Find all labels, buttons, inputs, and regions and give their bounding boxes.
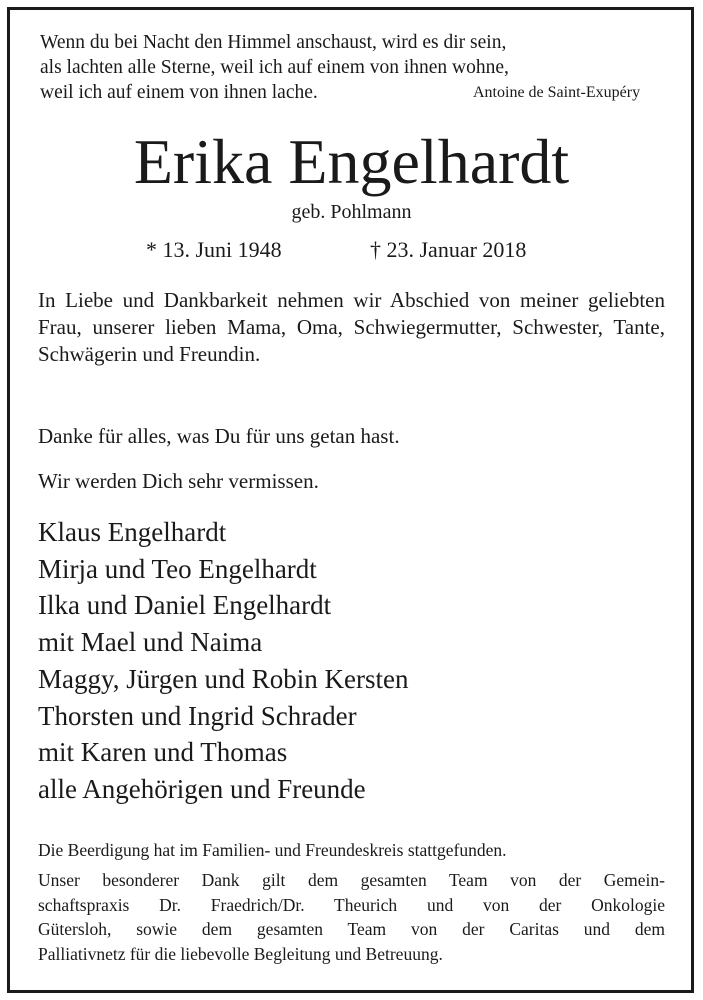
farewell-text: In Liebe und Dankbarkeit nehmen wir Abschied von meiner geliebten Frau, unserer lieben Mama, Oma, Schwiegermutter, Schwester, Tante, Schwägerin und Freundin. — [38, 288, 665, 366]
family-member: Thorsten und Ingrid Schrader — [38, 700, 357, 731]
family-member: Mirja und Teo Engelhardt — [38, 553, 317, 584]
thanks-text: Danke für alles, was Du für uns getan hast. — [38, 424, 400, 448]
gratitude-line: Unser besonderer Dank gilt dem gesamten Team von der Gemein- — [38, 870, 665, 890]
family-member: alle Angehörigen und Freunde — [38, 773, 366, 804]
quote-block — [40, 30, 670, 105]
gratitude-line: Gütersloh, sowie dem gesamten Team von der Caritas und dem — [38, 919, 665, 939]
family-list — [38, 514, 408, 808]
birth-date: * 13. Juni 1948 — [146, 237, 282, 262]
family-member: Ilka und Daniel Engelhardt — [38, 590, 332, 621]
quote-author: Antoine de Saint-Exupéry — [473, 84, 641, 101]
burial-note: Die Beerdigung hat im Familien- und Freundeskreis stattgefunden. — [38, 840, 507, 860]
gratitude-line: Palliativnetz für die liebevolle Begleitung und Betreuung. — [38, 943, 443, 964]
gratitude-note — [38, 868, 665, 966]
family-member: mit Karen und Thomas — [38, 737, 288, 768]
quote-line: weil ich auf einem von ihnen lache. — [40, 82, 318, 103]
family-member: Klaus Engelhardt — [38, 517, 227, 547]
maiden-name: geb. Pohlmann — [291, 201, 412, 223]
family-member: Maggy, Jürgen und Robin Kersten — [38, 663, 409, 694]
miss-text: Wir werden Dich sehr vermissen. — [38, 469, 319, 493]
quote-line: als lachten alle Sterne, weil ich auf einem von ihnen wohne, — [40, 57, 509, 78]
family-member: mit Mael und Naima — [38, 627, 263, 658]
death-date: † 23. Januar 2018 — [370, 237, 527, 262]
gratitude-line: schaftspraxis Dr. Fraedrich/Dr. Theurich und von der Onkologie — [38, 894, 665, 915]
deceased-name: Erika Engelhardt — [133, 126, 570, 197]
quote-line: Wenn du bei Nacht den Himmel anschaust, wird es dir sein, — [40, 32, 507, 53]
